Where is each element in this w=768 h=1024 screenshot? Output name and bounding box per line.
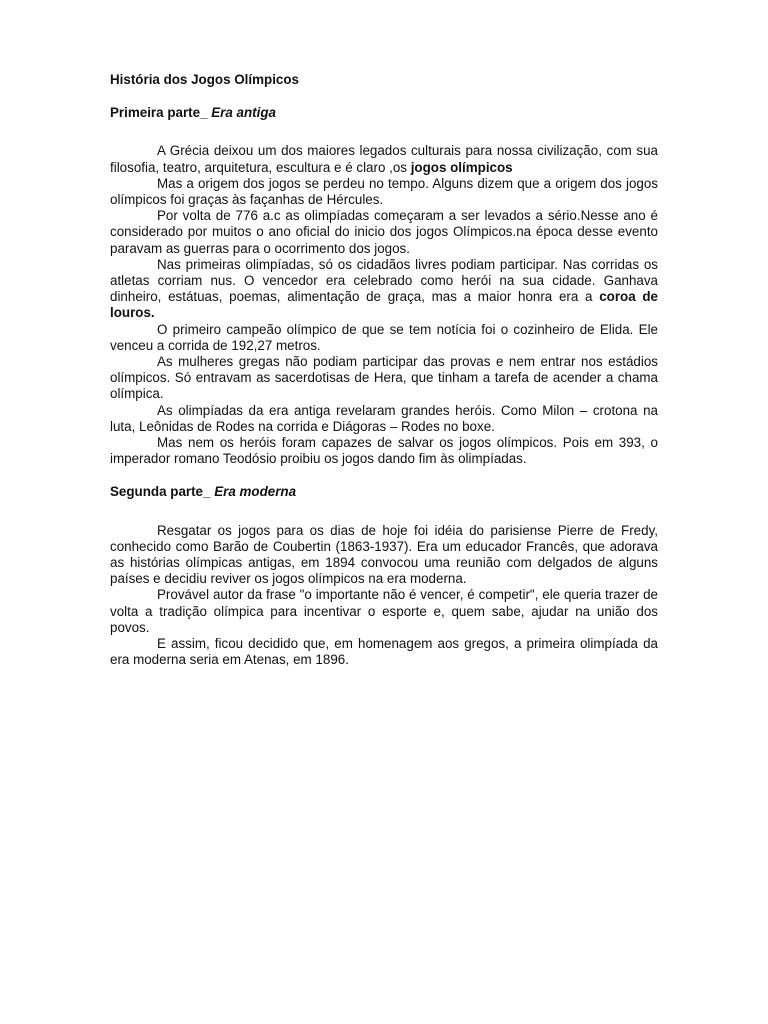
paragraph bbox=[110, 143, 658, 175]
paragraph-bold-text: coroa de louros. bbox=[110, 289, 658, 321]
section-heading-prefix: Segunda parte_ bbox=[110, 484, 211, 500]
paragraph-text: O primeiro campeão olímpico de que se tem notícia foi o cozinheiro de Elida. Ele venceu a corrida de 192,27 metros. bbox=[110, 321, 658, 353]
section-heading bbox=[110, 484, 658, 500]
paragraph-text: Provável autor da frase "o importante não é vencer, é competir", ele queria trazer de volta a tradição olímpica para incentivar o esporte e, quem sabe, ajudar na união dos povos. bbox=[110, 587, 658, 635]
paragraph bbox=[110, 176, 658, 208]
paragraph-text: As mulheres gregas não podiam participar das provas e nem entrar nos estádios olímpicos. Só entravam as sacerdotisas de Hera, que tinham a tarefa de acender a chama olímpica. bbox=[110, 354, 658, 402]
section-heading-italic: Era antiga bbox=[211, 105, 276, 121]
section-body bbox=[110, 143, 658, 467]
paragraph bbox=[110, 322, 658, 354]
paragraph bbox=[110, 636, 658, 668]
document-page bbox=[110, 72, 658, 686]
paragraph bbox=[110, 257, 658, 322]
paragraph bbox=[110, 523, 658, 588]
paragraph-text: Nas primeiras olimpíadas, só os cidadãos livres podiam participar. Nas corridas os atletas corriam nus. O vencedor era celebrado como herói na sua cidade. Ganhava dinheiro, estátuas, poemas, alimentação de graça, mas a maior honra era a bbox=[110, 256, 658, 305]
section-era-moderna bbox=[110, 484, 658, 668]
section-era-antiga bbox=[110, 105, 658, 467]
paragraph bbox=[110, 208, 658, 257]
paragraph bbox=[110, 354, 658, 403]
paragraph bbox=[110, 587, 658, 636]
section-heading-prefix: Primeira parte_ bbox=[110, 105, 208, 121]
paragraph-bold-text: jogos olímpicos bbox=[410, 159, 513, 175]
paragraph bbox=[110, 435, 658, 467]
paragraph bbox=[110, 403, 658, 435]
paragraph-text: As olimpíadas da era antiga revelaram grandes heróis. Como Milon – crotona na luta, Leônidas de Rodes na corrida e Diágoras – Rodes no boxe. bbox=[110, 402, 658, 434]
paragraph-text: E assim, ficou decidido que, em homenagem aos gregos, a primeira olimpíada da era moderna seria em Atenas, em 1896. bbox=[110, 636, 658, 668]
section-heading-italic: Era moderna bbox=[214, 484, 297, 500]
paragraph-text: Mas a origem dos jogos se perdeu no tempo. Alguns dizem que a origem dos jogos olímpicos foi graças às façanhas de Hércules. bbox=[110, 175, 658, 208]
section-heading bbox=[110, 105, 658, 121]
document-title: História dos Jogos Olímpicos bbox=[110, 72, 299, 87]
paragraph-text: A Grécia deixou um dos maiores legados culturais para nossa civilização, com sua filosofia, teatro, arquitetura, escultura e é claro ,os bbox=[110, 143, 658, 175]
paragraph-text: Por volta de 776 a.c as olimpíadas começaram a ser levados a sério.Nesse ano é considerado por muitos o ano oficial do inicio dos jogos Olímpicos.na época desse evento paravam as guerras para o ocorrimento dos jogos. bbox=[110, 208, 658, 256]
paragraph-text: Resgatar os jogos para os dias de hoje foi idéia do parisiense Pierre de Fredy, conhecido como Barão de Coubertin (1863-1937). Era um educador Francês, que adorava as histórias olímpicas antigas, em 1894 convocou uma reunião com delgados de alguns países e decidiu reviver os jogos olímpicos na era moderna. bbox=[110, 522, 658, 587]
section-body bbox=[110, 523, 658, 669]
paragraph-text: Mas nem os heróis foram capazes de salvar os jogos olímpicos. Pois em 393, o imperador romano Teodósio proibiu os jogos dando fim às olimpíadas. bbox=[110, 435, 658, 467]
